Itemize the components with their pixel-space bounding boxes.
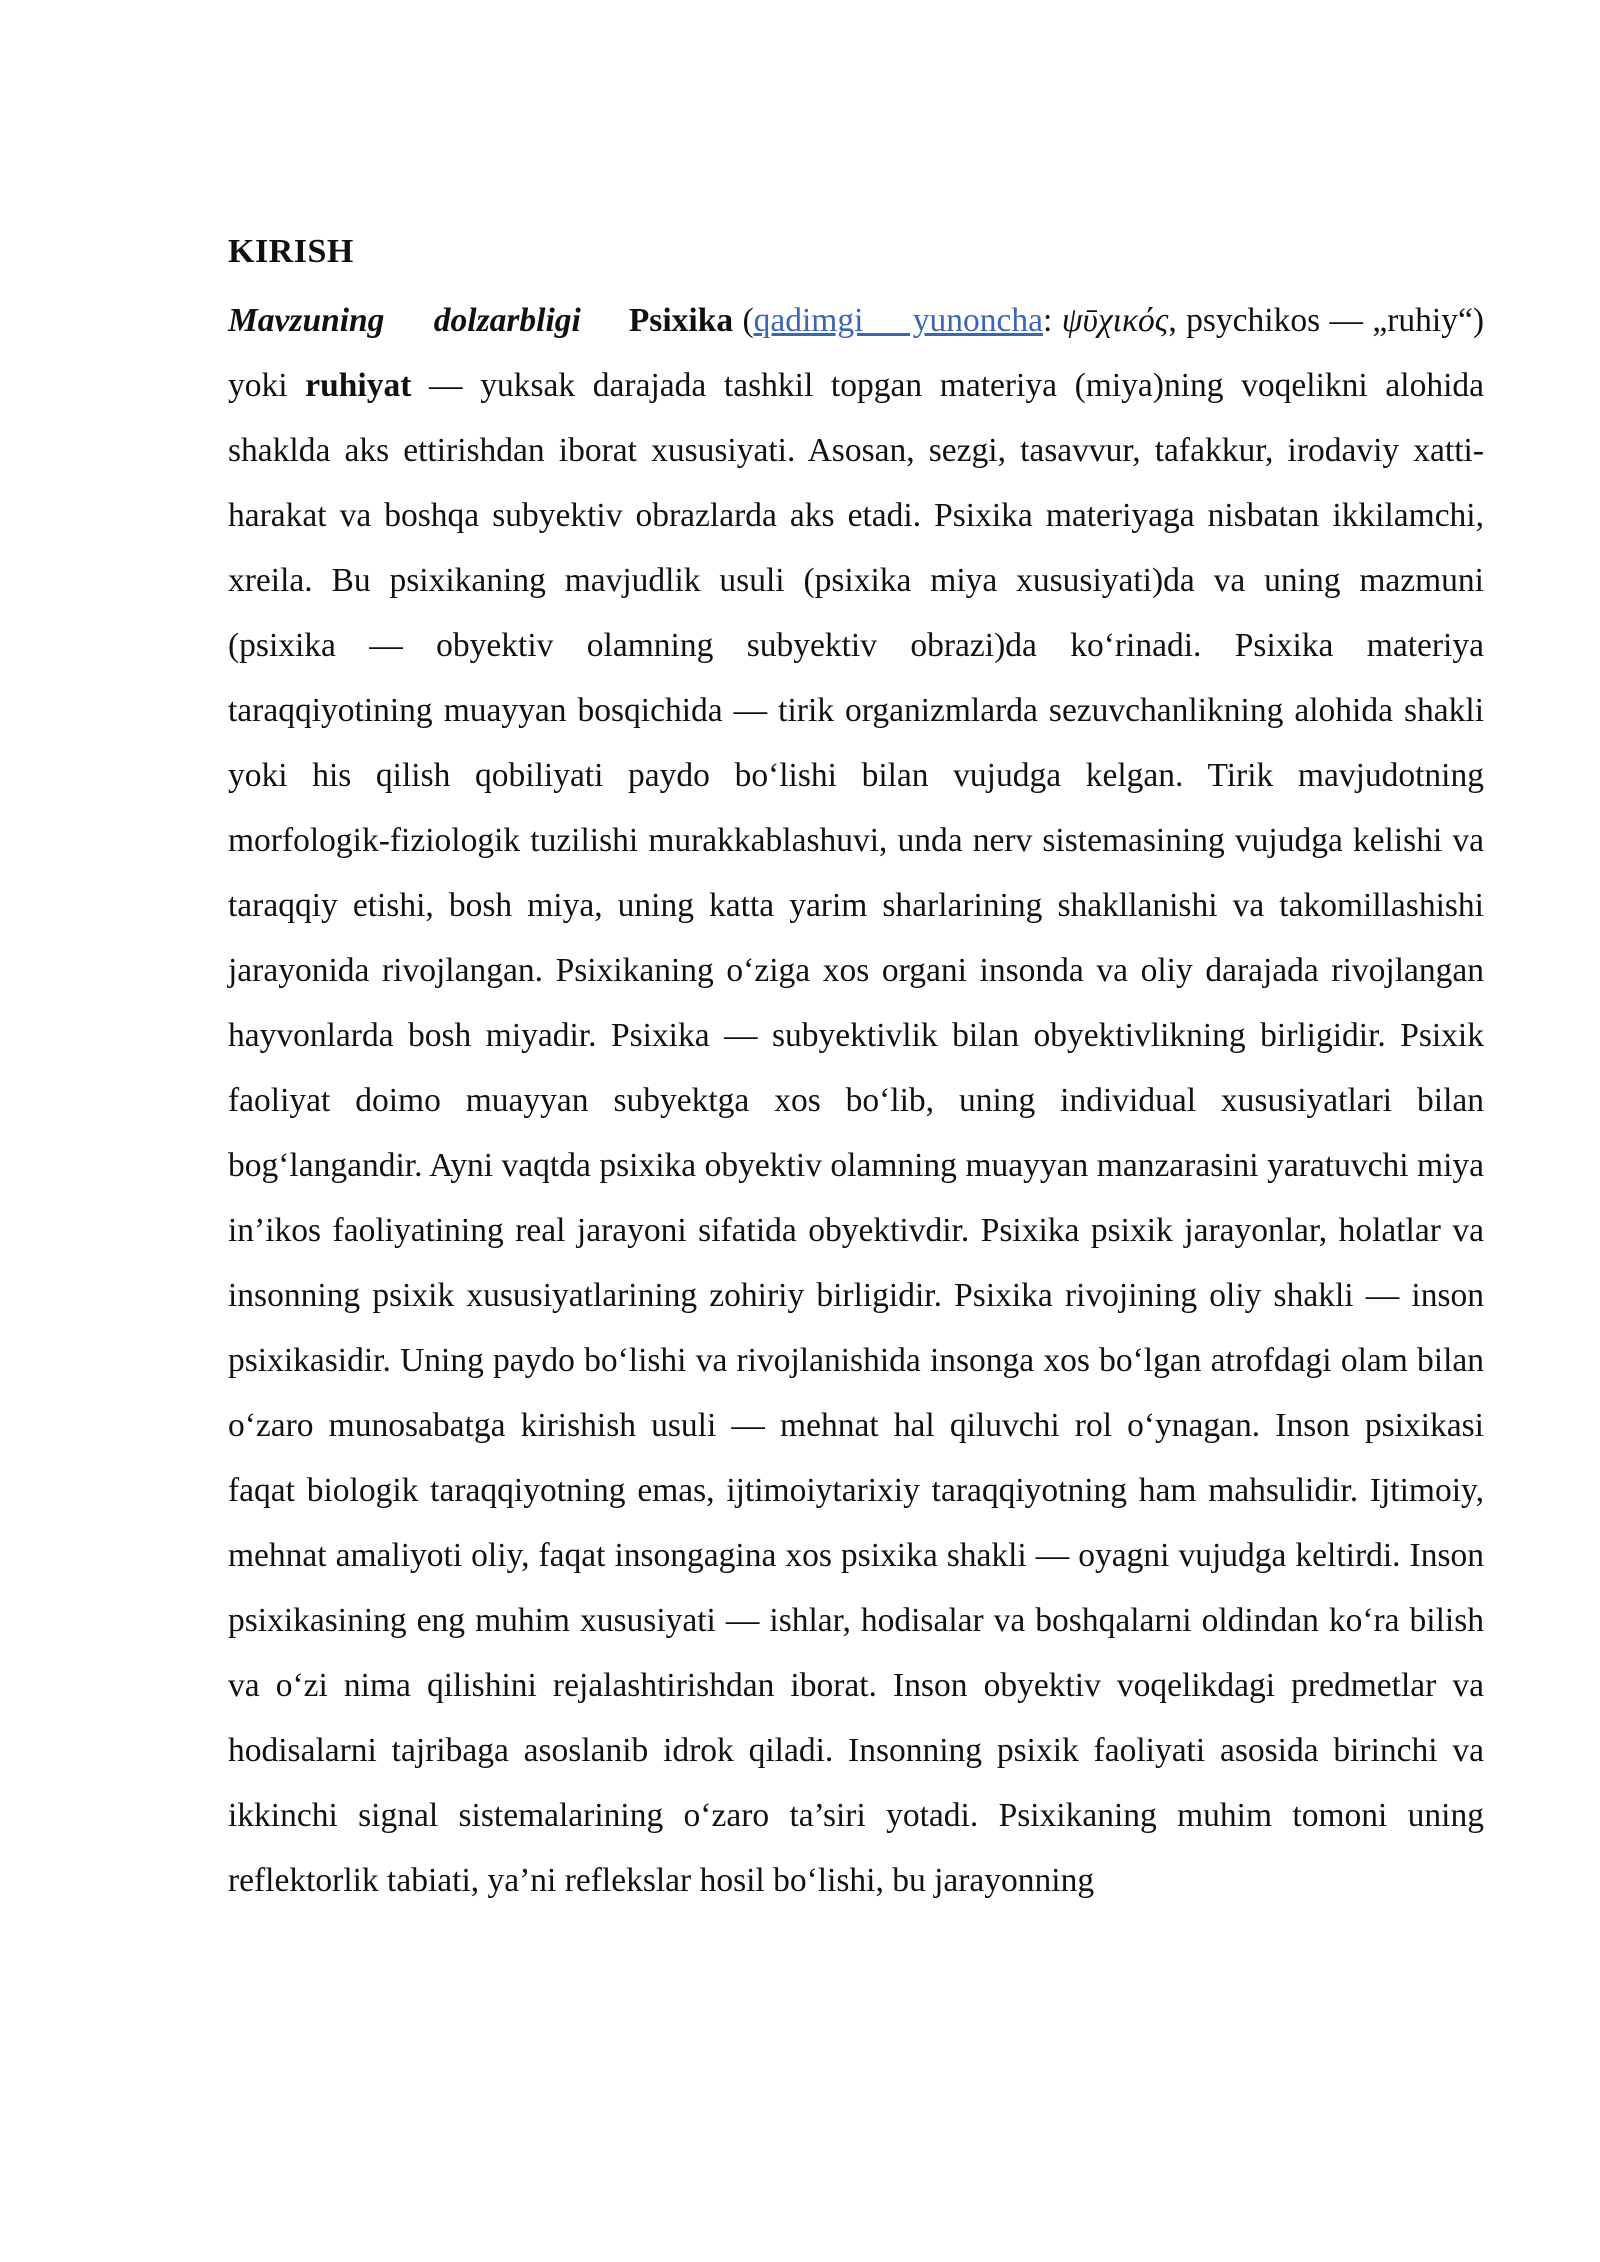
term-ruhiyat: ruhiyat bbox=[305, 367, 412, 404]
paren-open: ( bbox=[733, 302, 754, 339]
paragraph-body: — yuksak darajada tashkil topgan materiya (miya)ning voqelikni alohida shaklda aks ettirishdan iborat xususiyati. Asosan, sezgi, tasavvur, tafakkur, irodaviy xatti-harakat va boshqa subyektiv obrazlarda aks etadi. Psixika materiyaga nisbatan ikkilamchi, xreila. Bu psixikaning mavjudlik usuli (psixika miya xususiyati)da va uning mazmuni (psixika — obyektiv olamning subyektiv obrazi)da koʻrinadi. Psixika materiya taraqqiyotining muayyan bosqichida — tirik organizmlarda sezuvchanlikning alohida shakli yoki his qilish qobiliyati paydo boʻlishi bilan vujudga kelgan. Tirik mavjudotning morfologik-fiziologik tuzilishi murakkablashuvi, unda nerv sistemasining vujudga kelishi va taraqqiy etishi, bosh miya, uning katta yarim sharlarining shakllanishi va takomillashishi jarayonida rivojlangan. Psixikaning oʻziga xos organi insonda va oliy darajada rivojlangan hayvonlarda bosh miyadir. Psixika — subyektivlik bilan obyektivlikning birligidir. Psixik faoliyat doimo muayyan subyektga xos boʻlib, uning individual xususiyatlari bilan bogʻlangandir. Ayni vaqtda psixika obyektiv olamning muayyan manzarasini yaratuvchi miya in’ikos faoliyatining real jarayoni sifatida obyektivdir. Psixika psixik jarayonlar, holatlar va insonning psixik xususiyatlarining zohiriy birligidir. Psixika rivojining oliy shakli — inson psixikasidir. Uning paydo boʻlishi va rivojlanishida insonga xos boʻlgan atrofdagi olam bilan oʻzaro munosabatga kirishish usuli — mehnat hal qiluvchi rol oʻynagan. Inson psixikasi faqat biologik taraqqiyotning emas, ijtimoiytarixiy taraqqiyotning ham mahsulidir. Ijtimoiy, mehnat amaliyoti oliy, faqat insongagina xos psixika shakli — oyagni vujudga keltirdi. Inson psixikasining eng muhim xususiyati — ishlar, hodisalar va boshqalarni oldindan koʻra bilish va oʻzi nima qilishini rejalashtirishdan iborat. Inson obyektiv voqelikdagi predmetlar va hodisalarni tajribaga asoslanib idrok qiladi. Insonning psixik faoliyati asosida birinchi va ikkinchi signal sistemalarining oʻzaro ta’siri yotadi. Psixikaning muhim tomoni uning reflektorlik tabiati, ya’ni reflekslar hosil boʻlishi, bu jarayonning bbox=[228, 367, 1485, 1899]
topic-label: Mavzuning dolzarbligi bbox=[228, 302, 581, 339]
link-qadimgi-yunoncha[interactable]: qadimgi yunoncha bbox=[753, 302, 1044, 339]
after-greek: , psychikos — „ruhiy“) yoki bbox=[228, 302, 1485, 404]
greek-word: ψῡχικός bbox=[1061, 302, 1169, 339]
term-psixika: Psixika bbox=[628, 302, 734, 339]
intro-paragraph bbox=[228, 288, 1484, 1913]
document-page bbox=[228, 222, 1484, 1913]
section-heading: KIRISH bbox=[228, 233, 354, 270]
colon: : bbox=[1043, 302, 1062, 339]
